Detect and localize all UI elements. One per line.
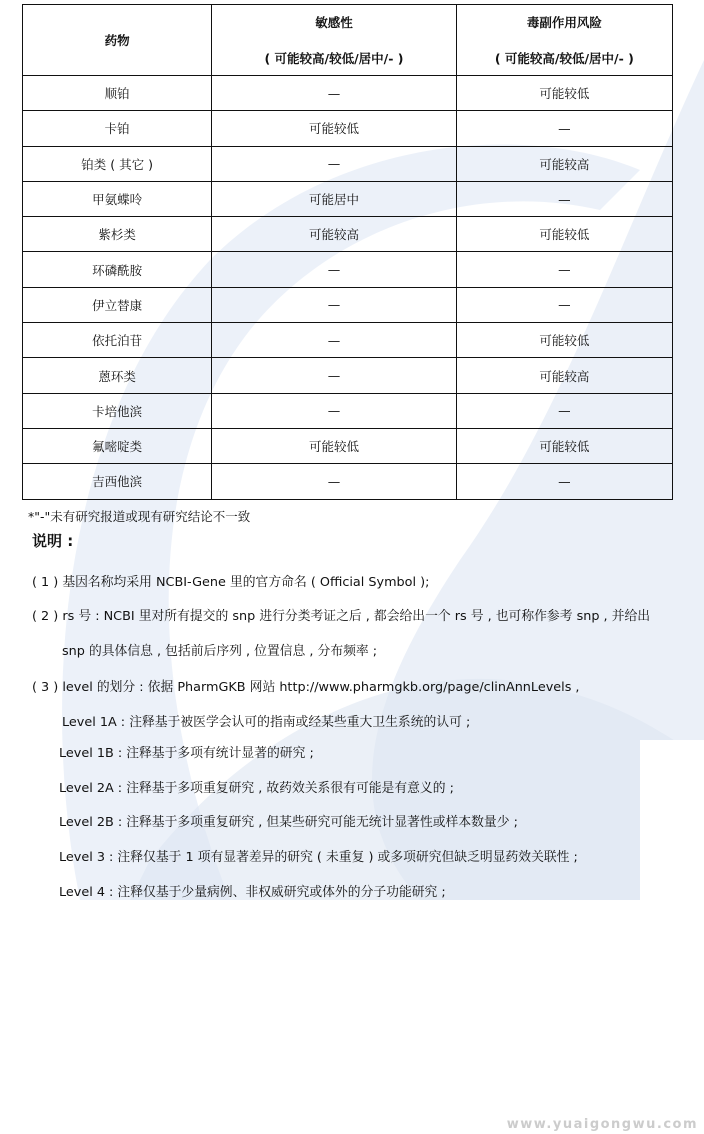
cell-toxicity: 可能较低 xyxy=(456,217,672,252)
table-row xyxy=(23,111,673,146)
explanation-note-3: ( 3 ) level 的划分 : 依据 PharmGKB 网站 http://www.pharmgkb.org/page/clinAnnLevels , xyxy=(32,680,580,695)
level-3-note: Level 3 : 注释仅基于 1 项有显著差异的研究 ( 未重复 ) 或多项研究但缺乏明显药效关联性 ; xyxy=(59,850,578,865)
cell-toxicity: — xyxy=(456,464,672,499)
level-2b-note: Level 2B : 注释基于多项重复研究 , 但某些研究可能无统计显著性或样本数量少 ; xyxy=(59,815,518,830)
cell-drug: 甲氨蝶呤 xyxy=(23,181,212,216)
cell-toxicity: — xyxy=(456,181,672,216)
table-row xyxy=(23,323,673,358)
header-sensitivity-sub: ( 可能较高/较低/居中/- ) xyxy=(264,51,404,66)
cell-drug: 依托泊苷 xyxy=(23,323,212,358)
cell-sensitivity: 可能较低 xyxy=(212,428,456,463)
table-row xyxy=(23,252,673,287)
cell-sensitivity: 可能较高 xyxy=(212,217,456,252)
cell-sensitivity: 可能较低 xyxy=(212,111,456,146)
header-toxicity-title: 毒副作用风险 xyxy=(526,15,602,30)
cell-sensitivity: — xyxy=(212,358,456,393)
drug-response-table xyxy=(22,4,673,500)
cell-drug: 顺铂 xyxy=(23,76,212,111)
header-sensitivity-title: 敏感性 xyxy=(315,15,353,30)
cell-drug: 伊立替康 xyxy=(23,287,212,322)
header-toxicity-sub: ( 可能较高/较低/居中/- ) xyxy=(494,51,634,66)
cell-toxicity: 可能较高 xyxy=(456,146,672,181)
table-row xyxy=(23,217,673,252)
cell-sensitivity: — xyxy=(212,146,456,181)
cell-drug: 吉西他滨 xyxy=(23,464,212,499)
table-header-row xyxy=(23,5,673,76)
header-drug: 药物 xyxy=(23,5,212,76)
table-row xyxy=(23,287,673,322)
table-row xyxy=(23,428,673,463)
table-row xyxy=(23,76,673,111)
cell-toxicity: 可能较低 xyxy=(456,323,672,358)
table-row xyxy=(23,464,673,499)
cell-toxicity: — xyxy=(456,287,672,322)
cell-sensitivity: — xyxy=(212,287,456,322)
table-row xyxy=(23,146,673,181)
cell-drug: 氟嘧啶类 xyxy=(23,428,212,463)
cell-sensitivity: — xyxy=(212,323,456,358)
cell-sensitivity: — xyxy=(212,393,456,428)
explanation-title: 说明 : xyxy=(32,532,74,550)
cell-drug: 卡铂 xyxy=(23,111,212,146)
header-toxicity xyxy=(456,5,672,76)
cell-sensitivity: — xyxy=(212,252,456,287)
cell-toxicity: 可能较低 xyxy=(456,428,672,463)
cell-toxicity: — xyxy=(456,111,672,146)
site-watermark: www.yuaigongwu.com xyxy=(506,1117,698,1132)
cell-drug: 铂类 ( 其它 ) xyxy=(23,146,212,181)
level-1b-note: Level 1B : 注释基于多项有统计显著的研究 ; xyxy=(59,746,314,761)
cell-toxicity: — xyxy=(456,393,672,428)
explanation-note-2: ( 2 ) rs 号 : NCBI 里对所有提交的 snp 进行分类考证之后 , 都会给出一个 rs 号 , 也可称作参考 snp , 并给出 xyxy=(32,609,651,624)
cell-toxicity: 可能较低 xyxy=(456,76,672,111)
header-sensitivity xyxy=(212,5,456,76)
cell-sensitivity: 可能居中 xyxy=(212,181,456,216)
explanation-note-2-cont: snp 的具体信息 , 包括前后序列 , 位置信息 , 分布频率 ; xyxy=(62,644,378,659)
table-row xyxy=(23,181,673,216)
level-4-note: Level 4 : 注释仅基于少量病例、非权威研究或体外的分子功能研究 ; xyxy=(59,885,446,900)
table-footnote: *"-"未有研究报道或现有研究结论不一致 xyxy=(28,509,251,524)
cell-drug: 卡培他滨 xyxy=(23,393,212,428)
level-2a-note: Level 2A : 注释基于多项重复研究 , 故药效关系很有可能是有意义的 ; xyxy=(59,781,454,796)
level-1a-note: Level 1A : 注释基于被医学会认可的指南或经某些重大卫生系统的认可 ; xyxy=(62,715,471,730)
cell-sensitivity: — xyxy=(212,464,456,499)
cell-drug: 紫杉类 xyxy=(23,217,212,252)
cell-drug: 蒽环类 xyxy=(23,358,212,393)
cell-sensitivity: — xyxy=(212,76,456,111)
cell-toxicity: 可能较高 xyxy=(456,358,672,393)
table-row xyxy=(23,358,673,393)
table-row xyxy=(23,393,673,428)
cell-toxicity: — xyxy=(456,252,672,287)
explanation-note-1: ( 1 ) 基因名称均采用 NCBI-Gene 里的官方命名 ( Official Symbol ); xyxy=(32,575,430,590)
cell-drug: 环磷酰胺 xyxy=(23,252,212,287)
